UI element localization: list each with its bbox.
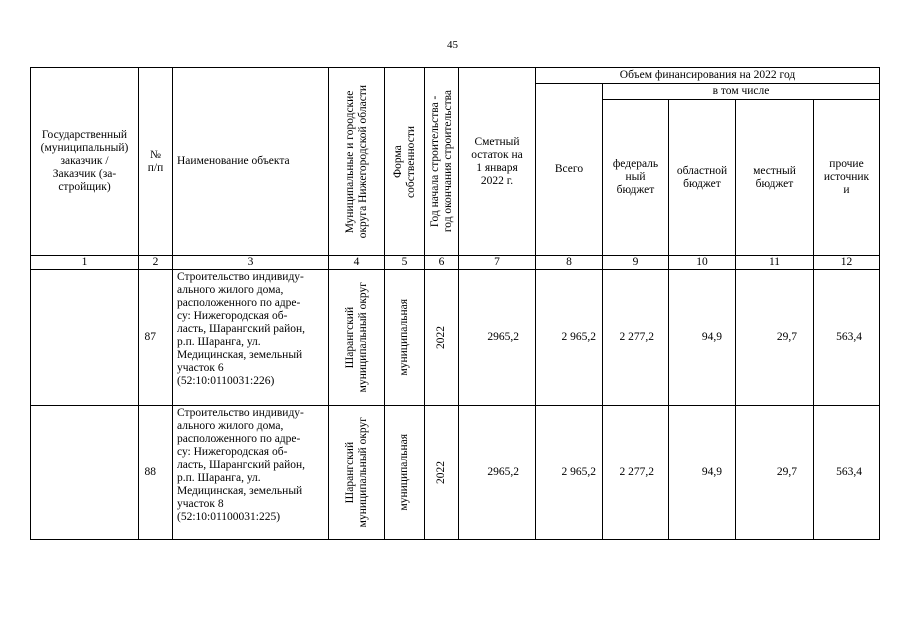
row-year-text: 2022 (435, 326, 447, 349)
row-object-name: Строительство индивиду- ального жилого дома, расположенного по адре- су: Нижегородская об- ласть, Шарангский район, р.п. Шаранга, ул. Медицинская, земельный участок 8 (52:10:01100031:225) (173, 406, 329, 540)
header-funding-title: Объем финансирования на 2022 год (536, 68, 880, 84)
page-number: 45 (447, 39, 458, 51)
column-number: 4 (329, 256, 385, 270)
financing-table (30, 67, 880, 540)
row-local: 29,7 (736, 406, 814, 540)
row-year (425, 406, 459, 540)
row-ownership (385, 270, 425, 406)
row-total: 2 965,2 (536, 406, 603, 540)
column-number: 3 (173, 256, 329, 270)
header-municipality (329, 68, 385, 256)
row-customer (31, 406, 139, 540)
header-local: местный бюджет (736, 100, 814, 256)
row-estimate: 2965,2 (459, 270, 536, 406)
header-num: № п/п (139, 68, 173, 256)
header-object-name: Наименование объекта (173, 68, 329, 256)
header-municipality-text: Муниципальные и городские округа Нижегородской области (343, 84, 369, 239)
row-municipality (329, 270, 385, 406)
row-num: 88 (139, 406, 173, 540)
header-years-text: Год начала строительства - год окончания строительства (428, 90, 454, 233)
row-municipality-text: Шарангский муниципальный округ (343, 282, 369, 393)
table-row (31, 270, 880, 406)
header-regional: областной бюджет (669, 100, 736, 256)
row-object-name: Строительство индивиду- ального жилого дома, расположенного по адре- су: Нижегородская об- ласть, Шарангский район, р.п. Шаранга, ул. Медицинская, земельный участок 6 (52:10:0110031:226) (173, 270, 329, 406)
column-number: 12 (814, 256, 880, 270)
row-estimate: 2965,2 (459, 406, 536, 540)
column-number: 7 (459, 256, 536, 270)
row-federal: 2 277,2 (603, 270, 669, 406)
row-total: 2 965,2 (536, 270, 603, 406)
header-including: в том числе (603, 84, 880, 100)
header-ownership (385, 68, 425, 256)
row-year (425, 270, 459, 406)
table-row (31, 406, 880, 540)
header-total: Всего (536, 84, 603, 256)
column-number: 11 (736, 256, 814, 270)
column-number: 9 (603, 256, 669, 270)
row-year-text: 2022 (435, 461, 447, 484)
header-years (425, 68, 459, 256)
row-ownership-text: муниципальная (398, 299, 410, 376)
header-estimate: Сметный остаток на 1 января 2022 г. (459, 68, 536, 256)
column-number: 8 (536, 256, 603, 270)
row-customer (31, 270, 139, 406)
row-federal: 2 277,2 (603, 406, 669, 540)
row-other: 563,4 (814, 406, 880, 540)
header-ownership-text: Форма собственности (391, 125, 417, 198)
column-number: 6 (425, 256, 459, 270)
row-other: 563,4 (814, 270, 880, 406)
header-federal: федераль ный бюджет (603, 100, 669, 256)
column-number: 10 (669, 256, 736, 270)
row-local: 29,7 (736, 270, 814, 406)
row-municipality (329, 406, 385, 540)
column-number: 2 (139, 256, 173, 270)
column-numbers-row (31, 256, 880, 270)
row-regional: 94,9 (669, 270, 736, 406)
header-other: прочие источник и (814, 100, 880, 256)
row-regional: 94,9 (669, 406, 736, 540)
row-ownership-text: муниципальная (398, 434, 410, 511)
column-number: 5 (385, 256, 425, 270)
row-ownership (385, 406, 425, 540)
column-number: 1 (31, 256, 139, 270)
row-municipality-text: Шарангский муниципальный округ (343, 417, 369, 528)
row-num: 87 (139, 270, 173, 406)
header-customer: Государственный (муниципальный) заказчик / Заказчик (за- стройщик) (31, 68, 139, 256)
